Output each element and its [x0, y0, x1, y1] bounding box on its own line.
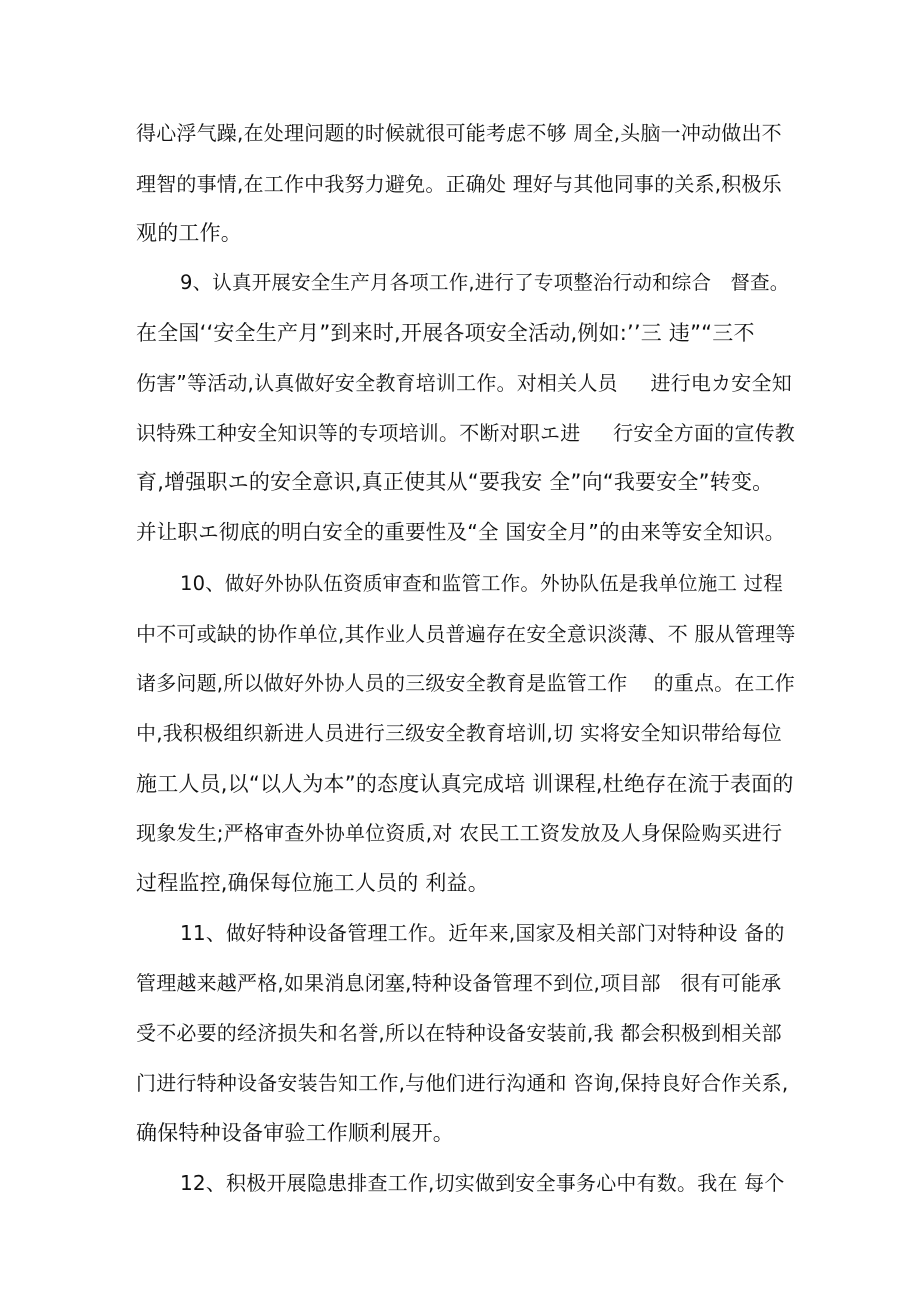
paragraph-10-line-4: 中,我积极组织新进人员进行三级安全教育培训,切 实将安全知识带给每位	[136, 721, 782, 745]
paragraph-9-line-6: 并让职エ彻底的明白安全的重要性及“全 国安全月”的由来等安全知识。	[136, 520, 786, 544]
paragraph-8-line-3: 观的工作。	[136, 221, 242, 245]
paragraph-11-line-1: 11、做好特种设备管理工作。近年来,国家及相关部门对特种设 备的	[180, 921, 785, 945]
paragraph-11-line-5: 确保特种设备审验工作顺利展开。	[136, 1121, 454, 1145]
paragraph-11-line-2: 管理越来越严格,如果消息闭塞,特种设备管理不到位,项目部 很有可能承	[136, 971, 782, 995]
paragraph-9-line-1: 9、认真开展安全生产月各项工作,进行了专项整治行动和综合 督查。	[180, 271, 790, 294]
paragraph-9-line-5: 育,增强职エ的安全意识,真正使其从“要我安 全”向“我要安全”转变。	[136, 470, 774, 494]
paragraph-11-line-4: 门进行特种设备安装告知工作,与他们进行沟通和 咨询,保持良好合作关系,	[136, 1071, 789, 1095]
paragraph-12-line-1: 12、积极开展隐患排查工作,切实做到安全事务心中有数。我在 每个	[180, 1171, 785, 1195]
paragraph-10-line-2: 中不可或缺的协作单位,其作业人员普遍存在安全意识淡薄、不 服从管理等	[136, 622, 796, 646]
paragraph-10-line-6: 现象发生;严格审查外协单位资质,对 农民工工资发放及人身保险购买进行	[136, 821, 783, 845]
paragraph-10-line-1: 10、做好外协队伍资质审查和监管工作。外协队伍是我单位施工 过程	[180, 572, 783, 595]
paragraph-10-line-3: 诸多问题,所以做好外协人员的三级安全教育是监管工作 的重点。在工作	[136, 671, 795, 695]
paragraph-10-line-7: 过程监控,确保每位施工人员的 利益。	[136, 871, 489, 895]
paragraph-9-line-4: 识特殊工种安全知识等的专项培训。不断对职エ进 行安全方面的宣传教	[136, 421, 795, 445]
paragraph-9-line-2: 在全国‘‘安全生产月”到来时,开展各项安全活动,例如:’’三 违”“三不	[136, 321, 755, 345]
paragraph-9-line-3: 伤害”等活动,认真做好安全教育培训工作。对相关人员 进行电カ安全知	[136, 371, 792, 395]
paragraph-8-line-2: 理智的事情,在工作中我努力避免。正确处 理好与其他同事的关系,积极乐	[136, 172, 782, 196]
paragraph-8-line-1: 得心浮气躁,在处理问题的时候就很可能考虑不够 周全,头脑一冲动做出不	[136, 121, 782, 145]
paragraph-10-line-5: 施工人员,以“以人为本”的态度认真完成培 训课程,杜绝存在流于表面的	[136, 772, 794, 796]
paragraph-11-line-3: 受不必要的经济损失和名誉,所以在特种设备安装前,我 都会积极到相关部	[136, 1021, 782, 1045]
